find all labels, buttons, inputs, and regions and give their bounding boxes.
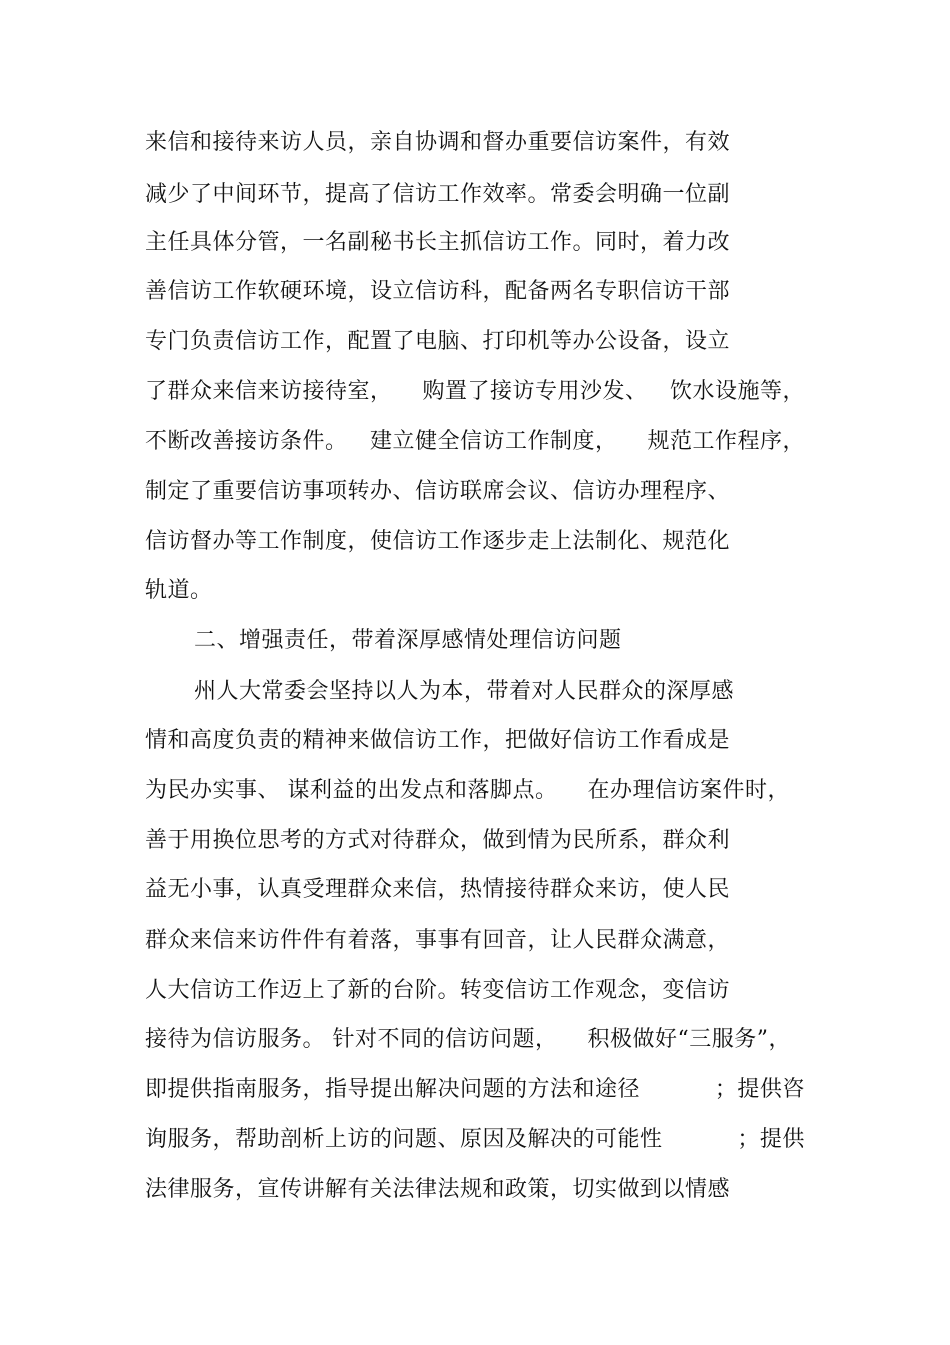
paragraph-first-line: 州人大常委会坚持以人为本，带着对人民群众的深厚感 <box>194 679 735 704</box>
text-line: 了群众来信来访接待室， 购置了接访专用沙发、 饮水设施等， <box>145 379 805 404</box>
text-line: 轨道。 <box>145 578 213 603</box>
text-line: 益无小事，认真受理群众来信，热情接待群众来访，使人民 <box>145 877 731 902</box>
text-line: 法律服务，宣传讲解有关法律法规和政策，切实做到以情感 <box>145 1177 731 1202</box>
text-line: 主任具体分管，一名副秘书长主抓信访工作。同时，着力改 <box>145 230 731 255</box>
text-line: 人大信访工作迈上了新的台阶。转变信访工作观念，变信访 <box>145 978 731 1003</box>
text-line: 制定了重要信访事项转办、信访联席会议、信访办理程序、 <box>145 479 731 504</box>
text-line: 信访督办等工作制度，使信访工作逐步走上法制化、规范化 <box>145 529 731 554</box>
text-line: 善于用换位思考的方式对待群众，做到情为民所系，群众利 <box>145 828 731 853</box>
text-line: 询服务，帮助剖析上访的问题、原因及解决的可能性 ；提供 <box>145 1127 805 1152</box>
text-line: 为民办实事、 谋利益的出发点和落脚点。 在办理信访案件时， <box>145 778 790 803</box>
text-line: 减少了中间环节，提高了信访工作效率。常委会明确一位副 <box>145 182 731 207</box>
text-line: 善信访工作软硬环境，设立信访科，配备两名专职信访干部 <box>145 279 731 304</box>
text-line: 不断改善接访条件。 建立健全信访工作制度， 规范工作程序， <box>145 429 805 454</box>
text-line: 情和高度负责的精神来做信访工作，把做好信访工作看成是 <box>145 728 731 753</box>
text-line: 即提供指南服务，指导提出解决问题的方法和途径 ；提供咨 <box>145 1077 805 1102</box>
text-line: 专门负责信访工作，配置了电脑、打印机等办公设备，设立 <box>145 329 731 354</box>
text-line: 群众来信来访件件有着落，事事有回音，让人民群众满意， <box>145 928 731 953</box>
section-heading: 二、增强责任，带着深厚感情处理信访问题 <box>194 628 622 653</box>
text-line: 来信和接待来访人员，亲自协调和督办重要信访案件，有效 <box>145 130 731 155</box>
text-line: 接待为信访服务。 针对不同的信访问题， 积极做好“三服务”， <box>145 1027 791 1052</box>
